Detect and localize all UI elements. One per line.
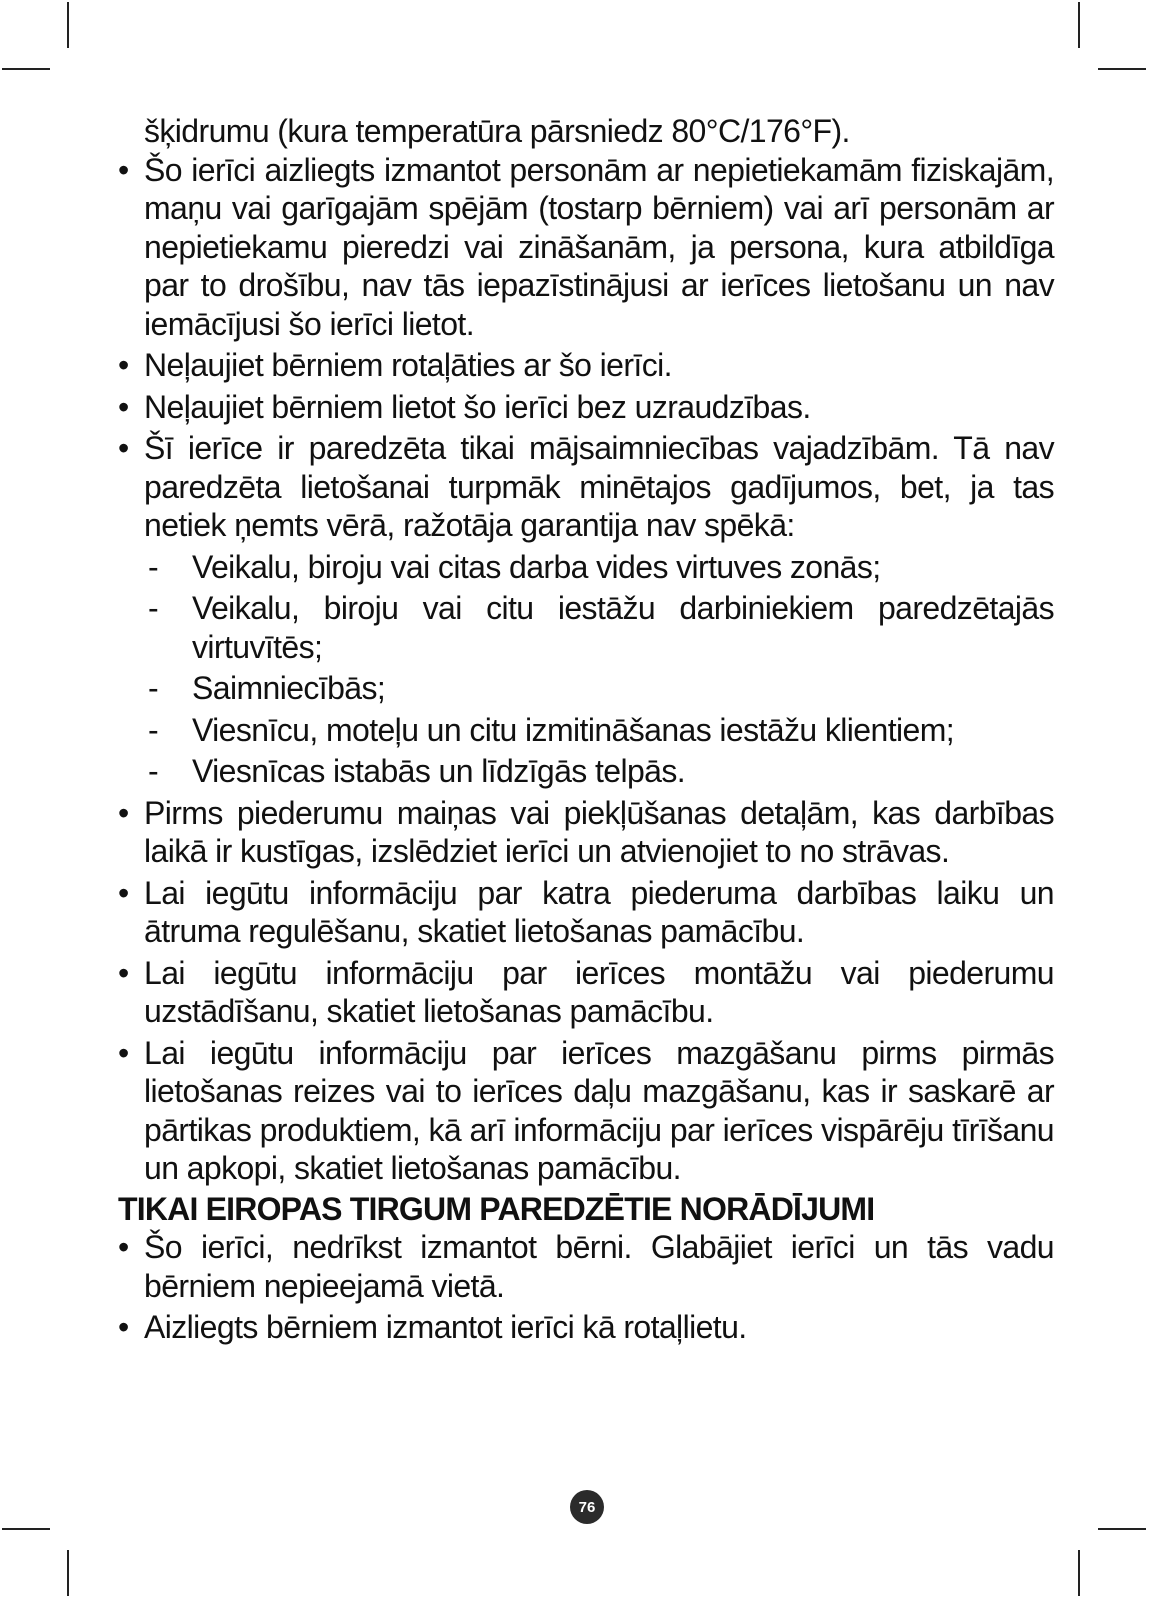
bullet-item: • Lai iegūtu informāciju par ierīces montāžu vai piederumu uzstādīšanu, skatiet lietošanas pamācību. [118, 954, 1054, 1031]
bullet-item: • Aizliegts bērniem izmantot ierīci kā rotaļlietu. [118, 1308, 1054, 1347]
bullet-item: • Pirms piederumu maiņas vai piekļūšanas detaļām, kas darbības laikā ir kustīgas, izslēdziet ierīci un atvienojiet to no strāvas. [118, 794, 1054, 871]
crop-mark-bottom-right [1078, 1550, 1080, 1596]
bullet-item: • Šo ierīci aizliegts izmantot personām ar nepietiekamām fiziskajām, maņu vai garīgajām spējām (tostarp bērniem) vai arī personām ar nepietiekamu pieredzi vai zināšanām, ja persona, kura atbildīga par to drošību, nav tās iepazīstinājusi ar ierīces lietošanu un nav iemācījusi šo ierīci lietot. [118, 151, 1054, 344]
dash-item: - Veikalu, biroju vai citas darba vides virtuves zonās; [144, 548, 1054, 587]
continuation-text: šķidrumu (kura temperatūra pārsniedz 80°C/176°F). [144, 113, 850, 149]
crop-mark-bottom-left [67, 1550, 69, 1596]
dash-item: - Veikalu, biroju vai citu iestāžu darbiniekiem paredzētajās virtuvītēs; [144, 589, 1054, 666]
crop-mark-bottom-right [1098, 1528, 1146, 1530]
crop-mark-bottom-left [2, 1528, 50, 1530]
dash-item: - Viesnīcu, moteļu un citu izmitināšanas iestāžu klientiem; [144, 711, 1054, 750]
page-number-badge: 76 [570, 1490, 604, 1524]
bullet-item: • Neļaujiet bērniem lietot šo ierīci bez uzraudzības. [118, 388, 1054, 427]
crop-mark-top-left [67, 2, 69, 48]
dash-item: - Viesnīcas istabās un līdzīgās telpās. [144, 752, 1054, 791]
crop-mark-top-right [1078, 2, 1080, 48]
section-heading: TIKAI EIROPAS TIRGUM PAREDZĒTIE NORĀDĪJUMI [118, 1190, 875, 1227]
bullet-item: • Lai iegūtu informāciju par katra piederuma darbības laiku un ātruma regulēšanu, skatiet lietošanas pamācību. [118, 874, 1054, 951]
dash-item: - Saimniecībās; [144, 669, 1054, 708]
bullet-item: • Lai iegūtu informāciju par ierīces mazgāšanu pirms pirmās lietošanas reizes vai to ierīces daļu mazgāšanu, kas ir saskarē ar pārtikas produktiem, kā arī informāciju par ierīces vispārēju tīrīšanu un apkopi, skatiet lietošanas pamācību. [118, 1034, 1054, 1188]
safety-instructions [118, 112, 1054, 1347]
crop-mark-top-right [1098, 68, 1146, 70]
bullet-item: • Šo ierīci, nedrīkst izmantot bērni. Glabājiet ierīci un tās vadu bērniem nepieejamā vietā. [118, 1228, 1054, 1305]
bullet-item: • Šī ierīce ir paredzēta tikai mājsaimniecības vajadzībām. Tā nav paredzēta lietošanai turpmāk minētajos gadījumos, bet, ja tas netiek ņemts vērā, ražotāja garantija nav spēkā: [118, 429, 1054, 545]
bullet-item: • Neļaujiet bērniem rotaļāties ar šo ierīci. [118, 346, 1054, 385]
crop-mark-top-left [2, 68, 50, 70]
